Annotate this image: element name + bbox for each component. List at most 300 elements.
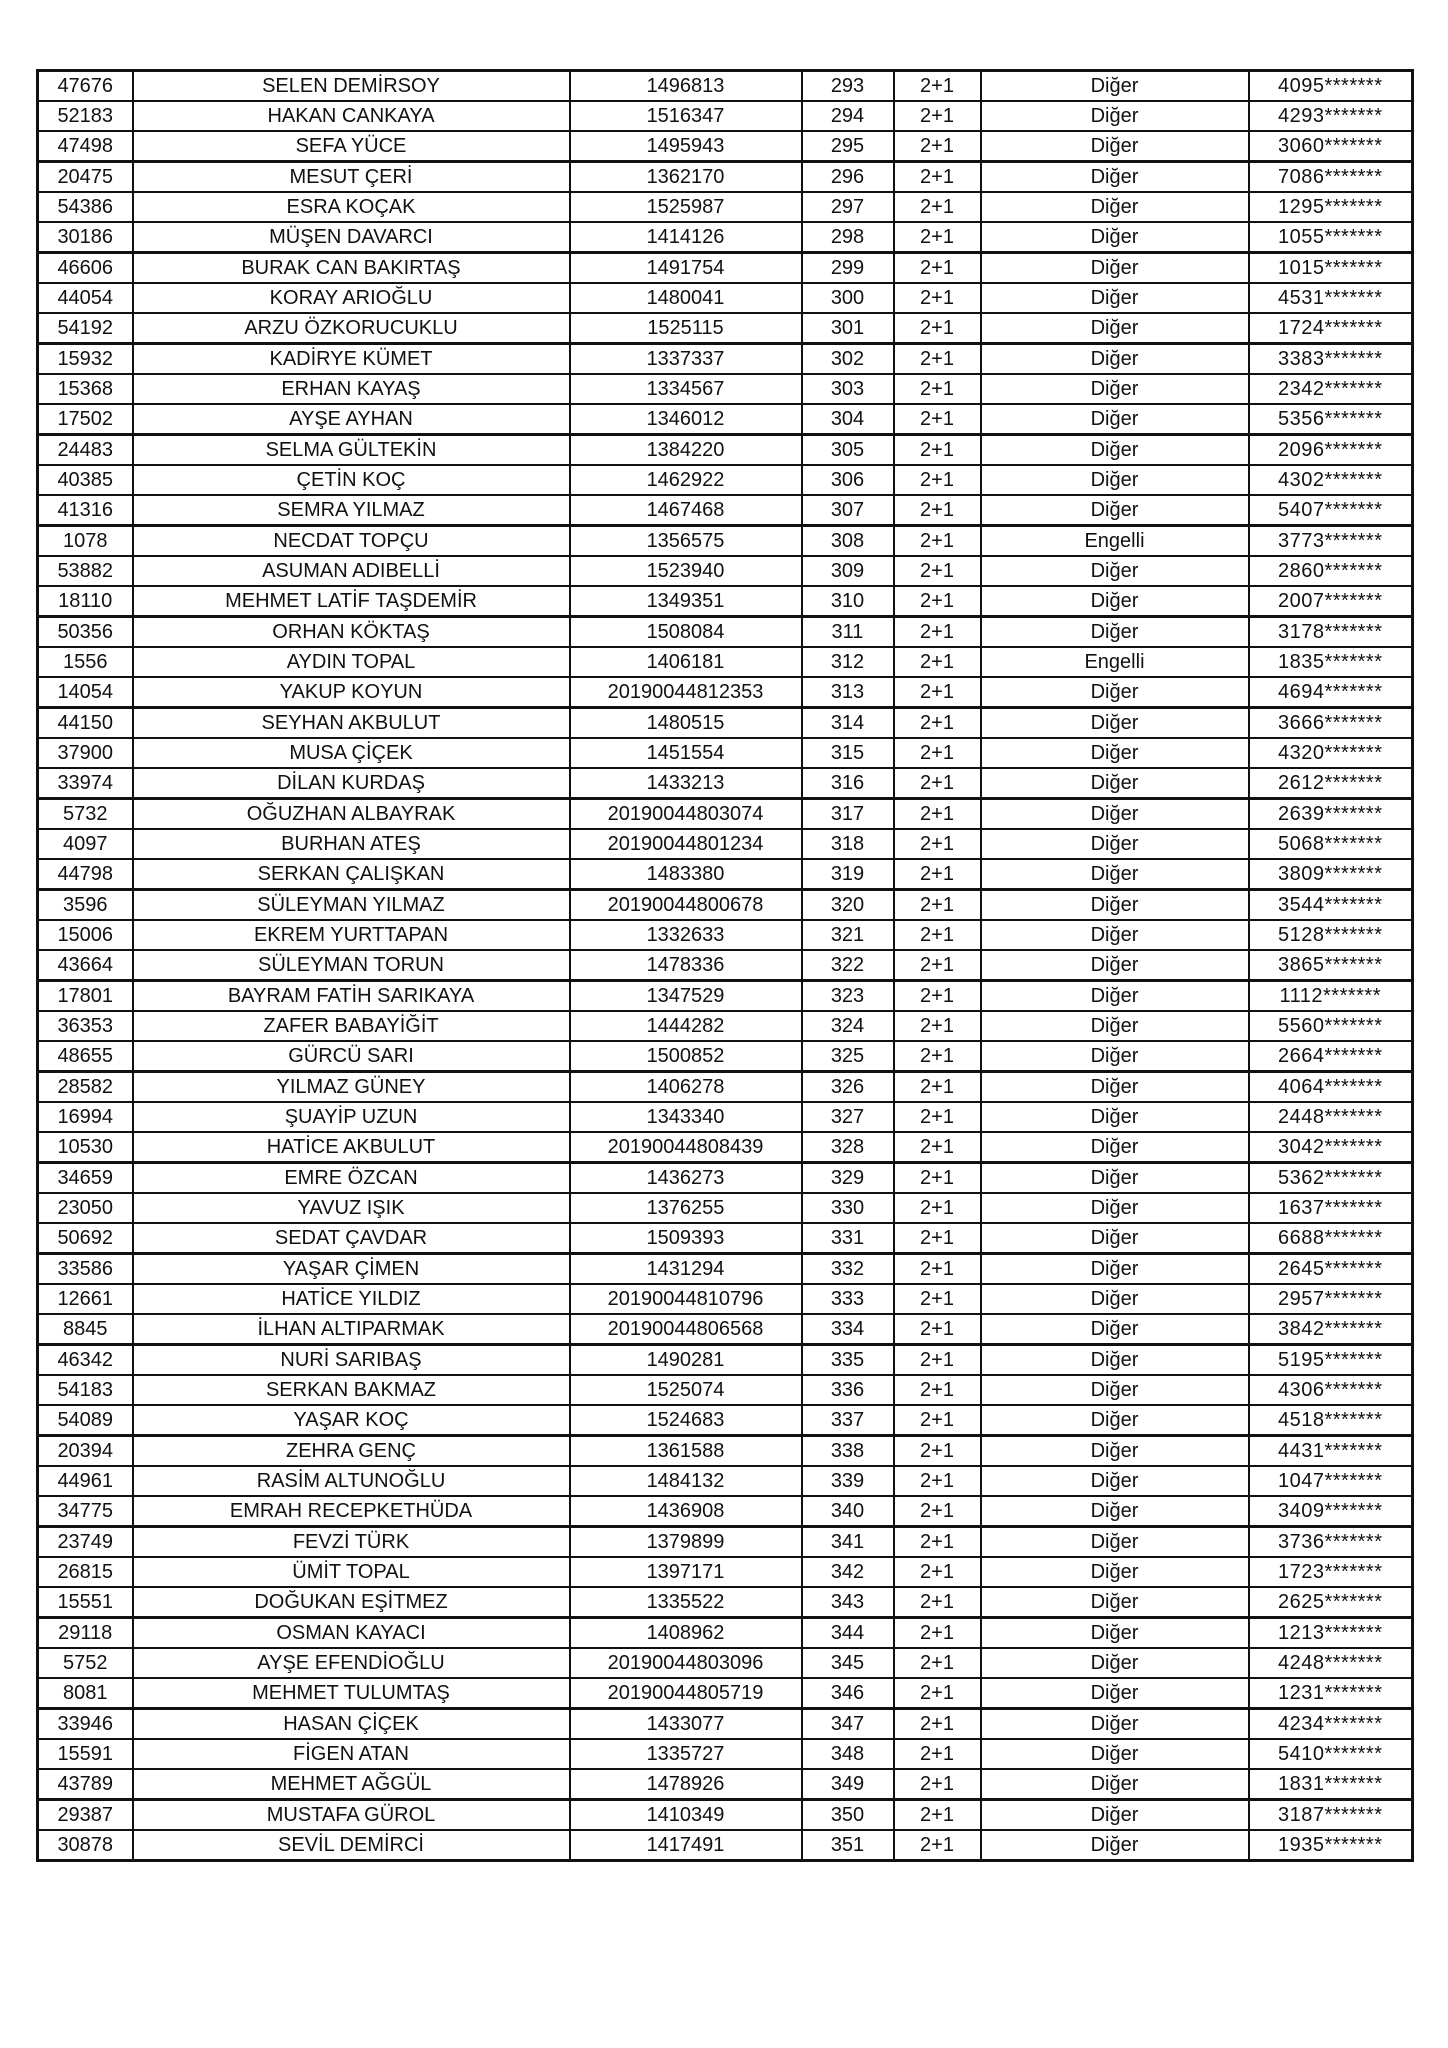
cell-unit-type: 2+1 — [894, 1284, 981, 1314]
cell-rank: 337 — [802, 1405, 894, 1436]
cell-name: EMRE ÖZCAN — [133, 1163, 570, 1194]
cell-unit-type: 2+1 — [894, 890, 981, 921]
cell-name: İLHAN ALTIPARMAK — [133, 1314, 570, 1345]
cell-application-no: 1525987 — [570, 192, 802, 222]
cell-rank: 307 — [802, 495, 894, 526]
cell-no: 46342 — [38, 1345, 133, 1376]
table-row — [38, 526, 1413, 557]
applicant-list-table — [36, 69, 1414, 1862]
cell-rank: 340 — [802, 1496, 894, 1527]
table-row — [38, 1284, 1413, 1314]
cell-category: Diğer — [981, 1496, 1249, 1527]
cell-rank: 349 — [802, 1769, 894, 1800]
cell-name: GÜRCÜ SARI — [133, 1041, 570, 1072]
cell-category: Diğer — [981, 1041, 1249, 1072]
cell-application-no: 1516347 — [570, 101, 802, 131]
cell-name: YAŞAR KOÇ — [133, 1405, 570, 1436]
cell-masked-id: 2612******* — [1249, 768, 1413, 799]
cell-unit-type: 2+1 — [894, 1011, 981, 1041]
cell-application-no: 20190044810796 — [570, 1284, 802, 1314]
cell-masked-id: 2625******* — [1249, 1587, 1413, 1618]
cell-masked-id: 2639******* — [1249, 799, 1413, 830]
cell-category: Diğer — [981, 799, 1249, 830]
cell-masked-id: 2007******* — [1249, 586, 1413, 617]
table-row — [38, 1527, 1413, 1558]
cell-no: 8845 — [38, 1314, 133, 1345]
table-row — [38, 283, 1413, 313]
cell-masked-id: 3383******* — [1249, 344, 1413, 375]
cell-application-no: 1356575 — [570, 526, 802, 557]
cell-name: AYŞE AYHAN — [133, 404, 570, 435]
cell-rank: 320 — [802, 890, 894, 921]
table-row — [38, 435, 1413, 466]
cell-name: SEDAT ÇAVDAR — [133, 1223, 570, 1254]
cell-application-no: 1376255 — [570, 1193, 802, 1223]
cell-application-no: 1484132 — [570, 1466, 802, 1496]
cell-category: Diğer — [981, 859, 1249, 890]
cell-rank: 319 — [802, 859, 894, 890]
cell-no: 34659 — [38, 1163, 133, 1194]
cell-unit-type: 2+1 — [894, 1193, 981, 1223]
cell-category: Engelli — [981, 526, 1249, 557]
cell-unit-type: 2+1 — [894, 677, 981, 708]
table-row — [38, 253, 1413, 284]
cell-no: 8081 — [38, 1678, 133, 1709]
cell-no: 40385 — [38, 465, 133, 495]
cell-application-no: 1346012 — [570, 404, 802, 435]
cell-name: NURİ SARIBAŞ — [133, 1345, 570, 1376]
cell-no: 23749 — [38, 1527, 133, 1558]
cell-category: Diğer — [981, 253, 1249, 284]
cell-masked-id: 1724******* — [1249, 313, 1413, 344]
table-row — [38, 859, 1413, 890]
cell-unit-type: 2+1 — [894, 1466, 981, 1496]
cell-no: 20475 — [38, 162, 133, 193]
cell-no: 1556 — [38, 647, 133, 677]
cell-unit-type: 2+1 — [894, 1041, 981, 1072]
cell-unit-type: 2+1 — [894, 283, 981, 313]
cell-unit-type: 2+1 — [894, 495, 981, 526]
cell-category: Diğer — [981, 1739, 1249, 1769]
cell-masked-id: 2860******* — [1249, 556, 1413, 586]
cell-unit-type: 2+1 — [894, 1132, 981, 1163]
cell-application-no: 1525074 — [570, 1375, 802, 1405]
cell-rank: 305 — [802, 435, 894, 466]
cell-name: FEVZİ TÜRK — [133, 1527, 570, 1558]
cell-rank: 303 — [802, 374, 894, 404]
table-row — [38, 1314, 1413, 1345]
cell-no: 50692 — [38, 1223, 133, 1254]
cell-no: 24483 — [38, 435, 133, 466]
cell-no: 36353 — [38, 1011, 133, 1041]
cell-rank: 294 — [802, 101, 894, 131]
cell-application-no: 20190044800678 — [570, 890, 802, 921]
cell-category: Diğer — [981, 1800, 1249, 1831]
cell-name: AYŞE EFENDİOĞLU — [133, 1648, 570, 1678]
cell-masked-id: 1831******* — [1249, 1769, 1413, 1800]
cell-unit-type: 2+1 — [894, 526, 981, 557]
cell-application-no: 1436908 — [570, 1496, 802, 1527]
cell-unit-type: 2+1 — [894, 617, 981, 648]
cell-no: 43789 — [38, 1769, 133, 1800]
table-row — [38, 162, 1413, 193]
cell-category: Diğer — [981, 1466, 1249, 1496]
cell-masked-id: 2664******* — [1249, 1041, 1413, 1072]
cell-masked-id: 2957******* — [1249, 1284, 1413, 1314]
cell-unit-type: 2+1 — [894, 71, 981, 102]
cell-category: Diğer — [981, 1132, 1249, 1163]
cell-no: 33974 — [38, 768, 133, 799]
cell-no: 30186 — [38, 222, 133, 253]
cell-application-no: 1332633 — [570, 920, 802, 950]
cell-category: Diğer — [981, 435, 1249, 466]
cell-category: Diğer — [981, 71, 1249, 102]
table-body — [38, 71, 1413, 1861]
table-row — [38, 799, 1413, 830]
cell-name: MEHMET LATİF TAŞDEMİR — [133, 586, 570, 617]
cell-masked-id: 4234******* — [1249, 1709, 1413, 1740]
table-row — [38, 1800, 1413, 1831]
cell-category: Diğer — [981, 1102, 1249, 1132]
cell-unit-type: 2+1 — [894, 374, 981, 404]
table-row — [38, 1466, 1413, 1496]
cell-rank: 299 — [802, 253, 894, 284]
cell-masked-id: 3042******* — [1249, 1132, 1413, 1163]
cell-unit-type: 2+1 — [894, 1072, 981, 1103]
cell-no: 50356 — [38, 617, 133, 648]
table-row — [38, 768, 1413, 799]
cell-rank: 344 — [802, 1618, 894, 1649]
cell-rank: 328 — [802, 1132, 894, 1163]
cell-name: ARZU ÖZKORUCUKLU — [133, 313, 570, 344]
cell-application-no: 1508084 — [570, 617, 802, 648]
cell-rank: 313 — [802, 677, 894, 708]
cell-rank: 306 — [802, 465, 894, 495]
cell-name: MUSA ÇİÇEK — [133, 738, 570, 768]
cell-masked-id: 5560******* — [1249, 1011, 1413, 1041]
cell-rank: 326 — [802, 1072, 894, 1103]
cell-unit-type: 2+1 — [894, 708, 981, 739]
cell-application-no: 1347529 — [570, 981, 802, 1012]
cell-application-no: 1417491 — [570, 1830, 802, 1861]
cell-name: HASAN ÇİÇEK — [133, 1709, 570, 1740]
cell-application-no: 1335522 — [570, 1587, 802, 1618]
cell-application-no: 1451554 — [570, 738, 802, 768]
cell-rank: 300 — [802, 283, 894, 313]
cell-application-no: 1343340 — [570, 1102, 802, 1132]
cell-application-no: 1491754 — [570, 253, 802, 284]
cell-no: 54386 — [38, 192, 133, 222]
cell-name: SEFA YÜCE — [133, 131, 570, 162]
cell-no: 26815 — [38, 1557, 133, 1587]
cell-name: DOĞUKAN EŞİTMEZ — [133, 1587, 570, 1618]
cell-masked-id: 3178******* — [1249, 617, 1413, 648]
cell-masked-id: 5068******* — [1249, 829, 1413, 859]
table-row — [38, 1163, 1413, 1194]
cell-application-no: 1361588 — [570, 1436, 802, 1467]
table-row — [38, 1254, 1413, 1285]
cell-name: YAKUP KOYUN — [133, 677, 570, 708]
cell-unit-type: 2+1 — [894, 1769, 981, 1800]
cell-name: MESUT ÇERİ — [133, 162, 570, 193]
cell-masked-id: 3865******* — [1249, 950, 1413, 981]
cell-name: ZEHRA GENÇ — [133, 1436, 570, 1467]
cell-unit-type: 2+1 — [894, 829, 981, 859]
cell-name: OSMAN KAYACI — [133, 1618, 570, 1649]
cell-rank: 309 — [802, 556, 894, 586]
cell-no: 3596 — [38, 890, 133, 921]
cell-name: HATİCE AKBULUT — [133, 1132, 570, 1163]
cell-unit-type: 2+1 — [894, 1587, 981, 1618]
cell-unit-type: 2+1 — [894, 465, 981, 495]
cell-masked-id: 1047******* — [1249, 1466, 1413, 1496]
cell-rank: 297 — [802, 192, 894, 222]
cell-masked-id: 2096******* — [1249, 435, 1413, 466]
cell-unit-type: 2+1 — [894, 1254, 981, 1285]
cell-unit-type: 2+1 — [894, 981, 981, 1012]
cell-masked-id: 4306******* — [1249, 1375, 1413, 1405]
cell-category: Diğer — [981, 1769, 1249, 1800]
cell-unit-type: 2+1 — [894, 162, 981, 193]
cell-no: 16994 — [38, 1102, 133, 1132]
cell-unit-type: 2+1 — [894, 1163, 981, 1194]
cell-name: ZAFER BABAYİĞİT — [133, 1011, 570, 1041]
cell-masked-id: 3842******* — [1249, 1314, 1413, 1345]
cell-category: Diğer — [981, 1830, 1249, 1861]
cell-name: ASUMAN ADIBELLİ — [133, 556, 570, 586]
cell-application-no: 20190044808439 — [570, 1132, 802, 1163]
cell-no: 29118 — [38, 1618, 133, 1649]
cell-rank: 318 — [802, 829, 894, 859]
cell-application-no: 1523940 — [570, 556, 802, 586]
cell-masked-id: 2448******* — [1249, 1102, 1413, 1132]
cell-no: 15006 — [38, 920, 133, 950]
cell-name: SÜLEYMAN TORUN — [133, 950, 570, 981]
cell-masked-id: 2645******* — [1249, 1254, 1413, 1285]
cell-rank: 301 — [802, 313, 894, 344]
cell-name: HAKAN CANKAYA — [133, 101, 570, 131]
table-row — [38, 192, 1413, 222]
cell-category: Diğer — [981, 1587, 1249, 1618]
cell-masked-id: 1055******* — [1249, 222, 1413, 253]
cell-masked-id: 3666******* — [1249, 708, 1413, 739]
cell-application-no: 1478336 — [570, 950, 802, 981]
cell-application-no: 1480515 — [570, 708, 802, 739]
cell-name: BAYRAM FATİH SARIKAYA — [133, 981, 570, 1012]
cell-masked-id: 7086******* — [1249, 162, 1413, 193]
cell-no: 15591 — [38, 1739, 133, 1769]
cell-name: ESRA KOÇAK — [133, 192, 570, 222]
cell-category: Diğer — [981, 768, 1249, 799]
cell-application-no: 1444282 — [570, 1011, 802, 1041]
cell-no: 5752 — [38, 1648, 133, 1678]
table-row — [38, 101, 1413, 131]
cell-rank: 304 — [802, 404, 894, 435]
table-row — [38, 344, 1413, 375]
cell-category: Diğer — [981, 1436, 1249, 1467]
cell-name: KADİRYE KÜMET — [133, 344, 570, 375]
cell-unit-type: 2+1 — [894, 435, 981, 466]
cell-name: SERKAN ÇALIŞKAN — [133, 859, 570, 890]
table-row — [38, 920, 1413, 950]
table-row — [38, 1132, 1413, 1163]
cell-masked-id: 2342******* — [1249, 374, 1413, 404]
cell-unit-type: 2+1 — [894, 344, 981, 375]
cell-name: NECDAT TOPÇU — [133, 526, 570, 557]
table-row — [38, 1072, 1413, 1103]
cell-application-no: 1478926 — [570, 1769, 802, 1800]
cell-no: 30878 — [38, 1830, 133, 1861]
cell-unit-type: 2+1 — [894, 1709, 981, 1740]
table-row — [38, 465, 1413, 495]
cell-application-no: 1406278 — [570, 1072, 802, 1103]
cell-name: SEMRA YILMAZ — [133, 495, 570, 526]
cell-no: 46606 — [38, 253, 133, 284]
cell-name: DİLAN KURDAŞ — [133, 768, 570, 799]
cell-masked-id: 1835******* — [1249, 647, 1413, 677]
cell-category: Diğer — [981, 617, 1249, 648]
cell-masked-id: 1935******* — [1249, 1830, 1413, 1861]
cell-rank: 311 — [802, 617, 894, 648]
cell-unit-type: 2+1 — [894, 586, 981, 617]
cell-category: Diğer — [981, 1527, 1249, 1558]
cell-name: BURAK CAN BAKIRTAŞ — [133, 253, 570, 284]
cell-no: 48655 — [38, 1041, 133, 1072]
cell-name: MÜŞEN DAVARCI — [133, 222, 570, 253]
cell-application-no: 1500852 — [570, 1041, 802, 1072]
cell-masked-id: 5128******* — [1249, 920, 1413, 950]
cell-masked-id: 6688******* — [1249, 1223, 1413, 1254]
cell-masked-id: 1112******* — [1249, 981, 1413, 1012]
cell-masked-id: 3409******* — [1249, 1496, 1413, 1527]
cell-rank: 335 — [802, 1345, 894, 1376]
cell-category: Diğer — [981, 920, 1249, 950]
cell-name: ERHAN KAYAŞ — [133, 374, 570, 404]
cell-name: SELEN DEMİRSOY — [133, 71, 570, 102]
cell-masked-id: 1015******* — [1249, 253, 1413, 284]
table-row — [38, 708, 1413, 739]
cell-unit-type: 2+1 — [894, 101, 981, 131]
cell-no: 17502 — [38, 404, 133, 435]
cell-rank: 334 — [802, 1314, 894, 1345]
cell-category: Diğer — [981, 374, 1249, 404]
cell-category: Diğer — [981, 677, 1249, 708]
cell-name: MUSTAFA GÜROL — [133, 1800, 570, 1831]
cell-category: Diğer — [981, 1314, 1249, 1345]
cell-no: 33586 — [38, 1254, 133, 1285]
cell-unit-type: 2+1 — [894, 556, 981, 586]
cell-unit-type: 2+1 — [894, 313, 981, 344]
cell-application-no: 1397171 — [570, 1557, 802, 1587]
cell-category: Diğer — [981, 192, 1249, 222]
cell-category: Diğer — [981, 222, 1249, 253]
table-row — [38, 1648, 1413, 1678]
table-row — [38, 950, 1413, 981]
cell-name: ÜMİT TOPAL — [133, 1557, 570, 1587]
cell-unit-type: 2+1 — [894, 1102, 981, 1132]
cell-no: 43664 — [38, 950, 133, 981]
cell-category: Diğer — [981, 313, 1249, 344]
table-row — [38, 1769, 1413, 1800]
cell-application-no: 1490281 — [570, 1345, 802, 1376]
cell-category: Diğer — [981, 1618, 1249, 1649]
cell-no: 5732 — [38, 799, 133, 830]
cell-unit-type: 2+1 — [894, 1800, 981, 1831]
cell-name: MEHMET AĞGÜL — [133, 1769, 570, 1800]
cell-masked-id: 1231******* — [1249, 1678, 1413, 1709]
cell-masked-id: 4248******* — [1249, 1648, 1413, 1678]
cell-unit-type: 2+1 — [894, 768, 981, 799]
cell-application-no: 1436273 — [570, 1163, 802, 1194]
cell-no: 34775 — [38, 1496, 133, 1527]
cell-masked-id: 5195******* — [1249, 1345, 1413, 1376]
table-row — [38, 1345, 1413, 1376]
cell-rank: 321 — [802, 920, 894, 950]
cell-application-no: 1406181 — [570, 647, 802, 677]
table-row — [38, 1102, 1413, 1132]
cell-application-no: 1524683 — [570, 1405, 802, 1436]
cell-category: Diğer — [981, 890, 1249, 921]
cell-masked-id: 4320******* — [1249, 738, 1413, 768]
table-row — [38, 1496, 1413, 1527]
cell-unit-type: 2+1 — [894, 1678, 981, 1709]
cell-application-no: 1334567 — [570, 374, 802, 404]
cell-category: Diğer — [981, 1163, 1249, 1194]
cell-application-no: 1410349 — [570, 1800, 802, 1831]
cell-rank: 333 — [802, 1284, 894, 1314]
cell-rank: 336 — [802, 1375, 894, 1405]
cell-rank: 327 — [802, 1102, 894, 1132]
cell-unit-type: 2+1 — [894, 1405, 981, 1436]
cell-rank: 343 — [802, 1587, 894, 1618]
cell-application-no: 1433213 — [570, 768, 802, 799]
cell-rank: 293 — [802, 71, 894, 102]
cell-masked-id: 4293******* — [1249, 101, 1413, 131]
cell-unit-type: 2+1 — [894, 1557, 981, 1587]
cell-masked-id: 4531******* — [1249, 283, 1413, 313]
cell-unit-type: 2+1 — [894, 253, 981, 284]
cell-no: 17801 — [38, 981, 133, 1012]
cell-no: 18110 — [38, 586, 133, 617]
cell-name: AYDIN TOPAL — [133, 647, 570, 677]
cell-name: ORHAN KÖKTAŞ — [133, 617, 570, 648]
cell-unit-type: 2+1 — [894, 1375, 981, 1405]
table-row — [38, 1375, 1413, 1405]
cell-name: SERKAN BAKMAZ — [133, 1375, 570, 1405]
cell-application-no: 1414126 — [570, 222, 802, 253]
cell-rank: 302 — [802, 344, 894, 375]
cell-application-no: 20190044812353 — [570, 677, 802, 708]
cell-masked-id: 1637******* — [1249, 1193, 1413, 1223]
table-row — [38, 1739, 1413, 1769]
cell-masked-id: 4302******* — [1249, 465, 1413, 495]
table-row — [38, 738, 1413, 768]
cell-masked-id: 1295******* — [1249, 192, 1413, 222]
cell-category: Diğer — [981, 1405, 1249, 1436]
cell-application-no: 1480041 — [570, 283, 802, 313]
cell-category: Diğer — [981, 1345, 1249, 1376]
cell-unit-type: 2+1 — [894, 1314, 981, 1345]
cell-unit-type: 2+1 — [894, 1223, 981, 1254]
cell-unit-type: 2+1 — [894, 1436, 981, 1467]
cell-masked-id: 3544******* — [1249, 890, 1413, 921]
table-row — [38, 1557, 1413, 1587]
cell-application-no: 20190044805719 — [570, 1678, 802, 1709]
cell-category: Diğer — [981, 738, 1249, 768]
cell-application-no: 1462922 — [570, 465, 802, 495]
cell-name: SÜLEYMAN YILMAZ — [133, 890, 570, 921]
table-row — [38, 1618, 1413, 1649]
